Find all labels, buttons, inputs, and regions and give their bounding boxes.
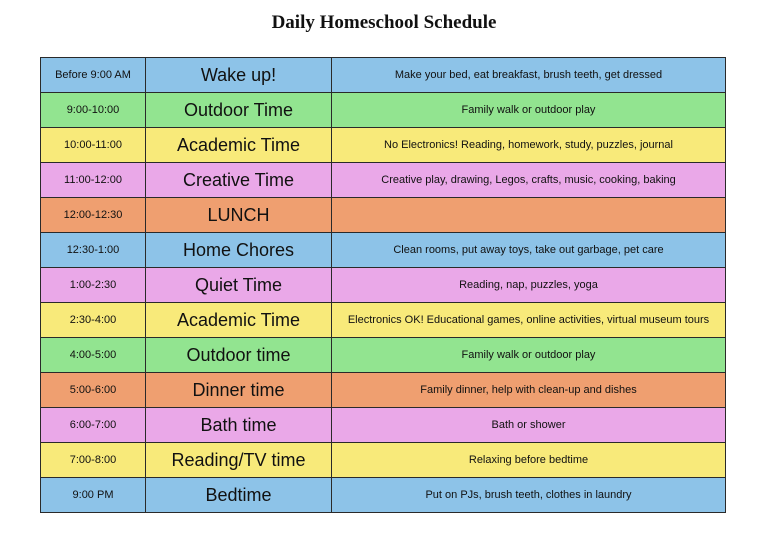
time-cell: 7:00-8:00	[41, 443, 146, 478]
description-cell: Family walk or outdoor play	[332, 338, 726, 373]
activity-cell: Wake up!	[146, 58, 332, 93]
schedule-row	[41, 93, 726, 128]
description-cell: Family dinner, help with clean-up and dishes	[332, 373, 726, 408]
schedule-row	[41, 198, 726, 233]
time-cell: 10:00-11:00	[41, 128, 146, 163]
description-cell: Put on PJs, brush teeth, clothes in laundry	[332, 478, 726, 513]
time-cell: 1:00-2:30	[41, 268, 146, 303]
schedule-row	[41, 443, 726, 478]
description-cell: No Electronics! Reading, homework, study, puzzles, journal	[332, 128, 726, 163]
description-cell: Clean rooms, put away toys, take out garbage, pet care	[332, 233, 726, 268]
activity-cell: Reading/TV time	[146, 443, 332, 478]
schedule-row	[41, 338, 726, 373]
schedule-row	[41, 373, 726, 408]
activity-cell: Quiet Time	[146, 268, 332, 303]
time-cell: Before 9:00 AM	[41, 58, 146, 93]
description-cell: Make your bed, eat breakfast, brush teeth, get dressed	[332, 58, 726, 93]
time-cell: 12:30-1:00	[41, 233, 146, 268]
activity-cell: Outdoor Time	[146, 93, 332, 128]
time-cell: 9:00-10:00	[41, 93, 146, 128]
activity-cell: LUNCH	[146, 198, 332, 233]
schedule-row	[41, 128, 726, 163]
time-cell: 6:00-7:00	[41, 408, 146, 443]
schedule-row	[41, 478, 726, 513]
time-cell: 11:00-12:00	[41, 163, 146, 198]
description-cell: Bath or shower	[332, 408, 726, 443]
description-cell: Relaxing before bedtime	[332, 443, 726, 478]
schedule-row	[41, 408, 726, 443]
time-cell: 5:00-6:00	[41, 373, 146, 408]
activity-cell: Home Chores	[146, 233, 332, 268]
time-cell: 12:00-12:30	[41, 198, 146, 233]
activity-cell: Academic Time	[146, 128, 332, 163]
description-cell	[332, 198, 726, 233]
activity-cell: Dinner time	[146, 373, 332, 408]
time-cell: 4:00-5:00	[41, 338, 146, 373]
description-cell: Creative play, drawing, Legos, crafts, music, cooking, baking	[332, 163, 726, 198]
activity-cell: Bath time	[146, 408, 332, 443]
activity-cell: Bedtime	[146, 478, 332, 513]
schedule-row	[41, 303, 726, 338]
schedule-row	[41, 163, 726, 198]
activity-cell: Outdoor time	[146, 338, 332, 373]
schedule-row	[41, 58, 726, 93]
time-cell: 2:30-4:00	[41, 303, 146, 338]
schedule-row	[41, 268, 726, 303]
schedule-row	[41, 233, 726, 268]
description-cell: Reading, nap, puzzles, yoga	[332, 268, 726, 303]
page-title: Daily Homeschool Schedule	[271, 12, 497, 33]
time-cell: 9:00 PM	[41, 478, 146, 513]
description-cell: Family walk or outdoor play	[332, 93, 726, 128]
description-cell: Electronics OK! Educational games, online activities, virtual museum tours	[332, 303, 726, 338]
activity-cell: Creative Time	[146, 163, 332, 198]
schedule-table	[40, 57, 726, 513]
activity-cell: Academic Time	[146, 303, 332, 338]
